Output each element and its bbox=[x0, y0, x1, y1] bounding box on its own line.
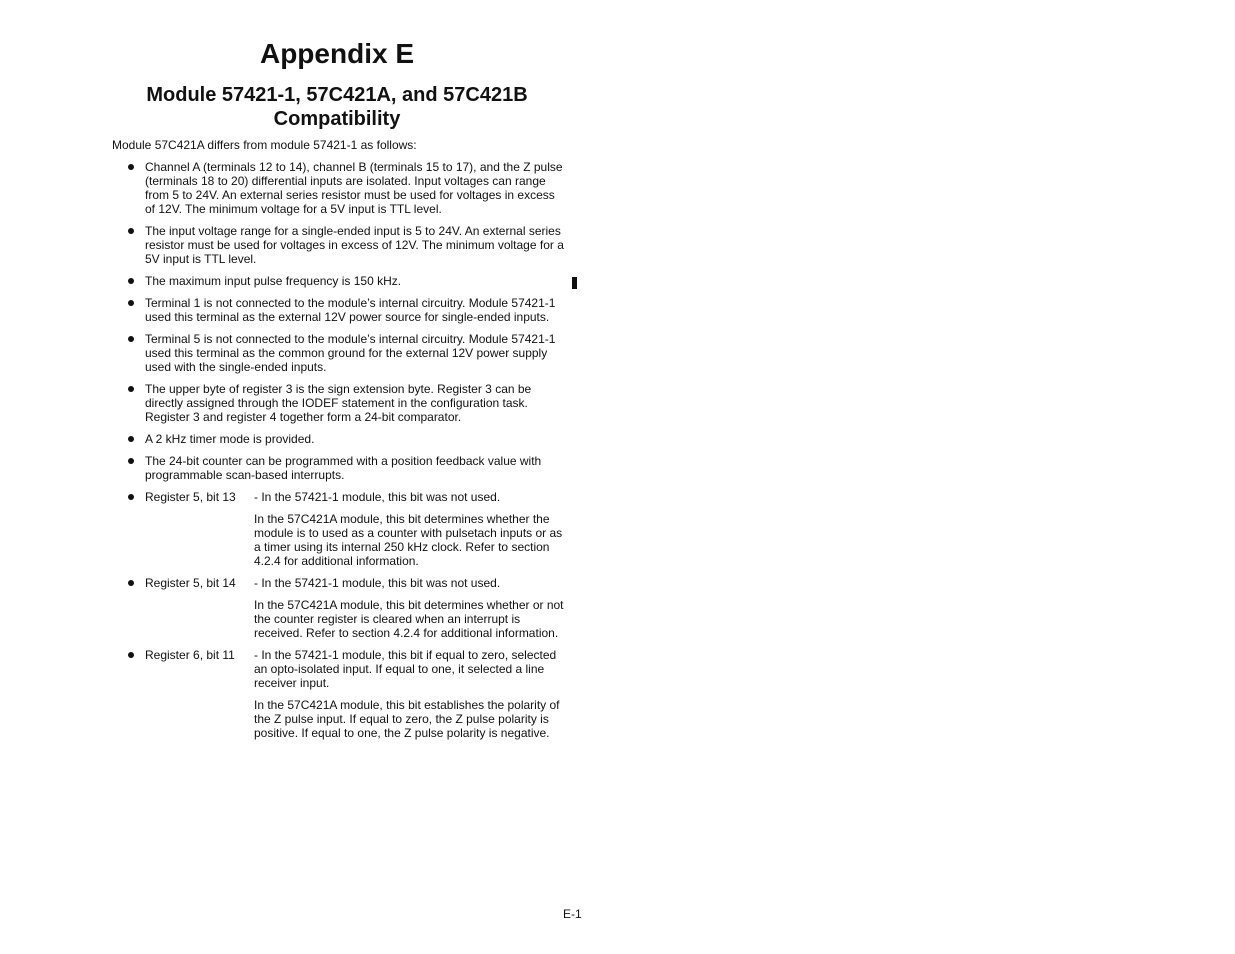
register-description: - In the 57421-1 module, this bit was not used. bbox=[254, 576, 501, 590]
bullet-icon bbox=[128, 580, 134, 586]
bullet-icon bbox=[128, 336, 134, 342]
list-item bbox=[128, 382, 568, 424]
list-item-text: A 2 kHz timer mode is provided. bbox=[145, 432, 315, 446]
register-item bbox=[128, 576, 568, 640]
list-item-text: Channel A (terminals 12 to 14), channel B (terminals 15 to 17), and the Z pulse (terminals 18 to 20) differential inputs are isolated. Input voltages can range from 5 to 24V. An external series resistor must be used for voltages in excess of 12V. The minimum voltage for a 5V input is TTL level. bbox=[145, 160, 563, 216]
list-item-text: Terminal 1 is not connected to the module’s internal circuitry. Module 57421-1 used this terminal as the external 12V power source for single-ended inputs. bbox=[145, 296, 556, 324]
register-detail: In the 57C421A module, this bit determines whether the module is to used as a counter with pulsetach inputs or as a timer using its internal 250 kHz clock. Refer to section 4.2.4 for additional information. bbox=[254, 512, 563, 568]
register-description: - In the 57421-1 module, this bit if equal to zero, selected an opto-isolated input. If equal to one, it selected a line receiver input. bbox=[254, 648, 557, 690]
page-number: E-1 bbox=[563, 907, 582, 921]
list-item bbox=[128, 296, 568, 324]
register-label: Register 5, bit 13 bbox=[145, 490, 236, 504]
register-item bbox=[128, 490, 568, 568]
page-title: Appendix E bbox=[259, 38, 414, 69]
intro-text: Module 57C421A differs from module 57421-1 as follows: bbox=[112, 138, 417, 152]
register-label: Register 6, bit 11 bbox=[145, 648, 235, 662]
difference-list bbox=[128, 160, 568, 748]
list-item-text: The input voltage range for a single-ended input is 5 to 24V. An external series resistor must be used for voltages in excess of 12V. The minimum voltage for a 5V input is TTL level. bbox=[145, 224, 564, 266]
list-item-text: The upper byte of register 3 is the sign extension byte. Register 3 can be directly assigned through the IODEF statement in the configuration task. Register 3 and register 4 together form a 24-bit comparator. bbox=[145, 382, 532, 424]
bullet-icon bbox=[128, 278, 134, 284]
list-item bbox=[128, 160, 568, 216]
bullet-icon bbox=[128, 164, 134, 170]
register-detail: In the 57C421A module, this bit establishes the polarity of the Z pulse input. If equal to zero, the Z pulse polarity is positive. If equal to one, the Z pulse polarity is negative. bbox=[254, 698, 560, 740]
bullet-icon bbox=[128, 652, 134, 658]
list-item-text: Terminal 5 is not connected to the module’s internal circuitry. Module 57421-1 used this terminal as the common ground for the external 12V power supply used with the single-ended inputs. bbox=[145, 332, 556, 374]
list-item bbox=[128, 432, 568, 446]
list-item-text: The 24-bit counter can be programmed with a position feedback value with programmable scan-based interrupts. bbox=[145, 454, 542, 482]
list-item bbox=[128, 332, 568, 374]
register-label: Register 5, bit 14 bbox=[145, 576, 236, 590]
page-subtitle: Module 57421-1, 57C421A, and 57C421B Compatibility bbox=[146, 84, 528, 130]
list-item bbox=[128, 454, 568, 482]
register-description: - In the 57421-1 module, this bit was not used. bbox=[254, 490, 501, 504]
register-detail: In the 57C421A module, this bit determines whether or not the counter register is cleared when an interrupt is received. Refer to section 4.2.4 for additional information. bbox=[254, 598, 564, 640]
list-item bbox=[128, 274, 568, 288]
bullet-icon bbox=[128, 228, 134, 234]
bullet-icon bbox=[128, 386, 134, 392]
bullet-icon bbox=[128, 300, 134, 306]
register-item bbox=[128, 648, 568, 740]
revision-bar bbox=[572, 277, 577, 289]
list-item bbox=[128, 224, 568, 266]
bullet-icon bbox=[128, 436, 134, 442]
list-item-text: The maximum input pulse frequency is 150 kHz. bbox=[145, 274, 402, 288]
bullet-icon bbox=[128, 458, 134, 464]
bullet-icon bbox=[128, 494, 134, 500]
